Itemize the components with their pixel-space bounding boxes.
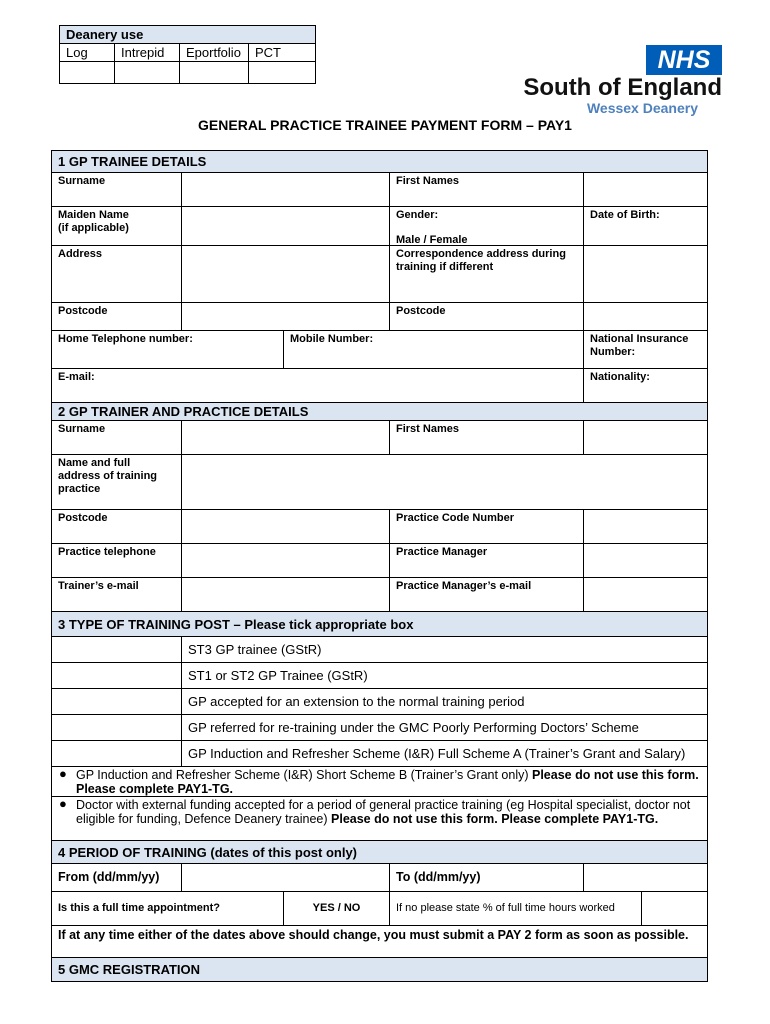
section-2-heading: 2 GP TRAINER AND PRACTICE DETAILS <box>52 402 707 420</box>
practice-telephone-field[interactable] <box>181 544 389 577</box>
correspondence-field[interactable] <box>583 246 707 302</box>
percent-hours-field[interactable] <box>641 892 707 925</box>
bullet-icon: ● <box>59 796 67 811</box>
trainer-first-names-label: First Names <box>389 421 583 454</box>
maiden-name-text: Maiden Name <box>58 209 129 221</box>
mobile-number-field[interactable]: Mobile Number: <box>283 331 583 368</box>
external-funding-note <box>52 797 707 840</box>
from-date-label: From (dd/mm/yy) <box>58 870 160 884</box>
tick-box[interactable] <box>52 663 181 688</box>
training-post-option: GP referred for re-training under the GMC Poorly Performing Doctors’ Scheme <box>181 715 707 740</box>
deanery-col-intrepid: Intrepid <box>115 44 180 62</box>
email-field[interactable]: E-mail: <box>58 371 95 383</box>
section-3-heading: 3 TYPE OF TRAINING POST – Please tick appropriate box <box>52 611 707 636</box>
maiden-name-field[interactable] <box>181 207 389 245</box>
gender-options[interactable]: Male / Female <box>396 234 468 246</box>
practice-code-field[interactable] <box>583 510 707 543</box>
form-title: GENERAL PRACTICE TRAINEE PAYMENT FORM – PAY1 <box>198 117 572 133</box>
nhs-logo: NHS <box>646 45 722 75</box>
training-post-option: ST3 GP trainee (GStR) <box>181 637 707 662</box>
correspondence-postcode-label: Postcode <box>389 303 583 330</box>
section-1-heading: 1 GP TRAINEE DETAILS <box>52 151 707 172</box>
deanery-col-log: Log <box>60 44 115 62</box>
practice-address-field[interactable] <box>181 455 707 509</box>
deanery-use-table <box>59 25 316 84</box>
nationality-field[interactable]: Nationality: <box>583 369 707 402</box>
deanery-use-heading: Deanery use <box>60 26 316 44</box>
address-field[interactable] <box>181 246 389 302</box>
scheme-b-note <box>52 767 707 796</box>
external-funding-text: Doctor with external funding accepted for a period of general practice training (eg Hospital specialist, doctor not eligible for funding, Defence Deanery trainee) <box>76 798 691 826</box>
training-post-option: GP accepted for an extension to the normal training period <box>181 689 707 714</box>
training-post-option: ST1 or ST2 GP Trainee (GStR) <box>181 663 707 688</box>
deanery-field-pct[interactable] <box>249 62 316 84</box>
practice-code-label: Practice Code Number <box>389 510 583 543</box>
practice-postcode-label: Postcode <box>58 512 108 524</box>
tick-box[interactable] <box>52 637 181 662</box>
trainer-email-label: Trainer’s e-mail <box>58 580 139 592</box>
trainee-surname-label: Surname <box>58 175 106 187</box>
trainer-surname-label: Surname <box>58 423 106 435</box>
deanery-field-eportfolio[interactable] <box>180 62 249 84</box>
correspondence-label: Correspondence address during training if different <box>389 246 583 302</box>
yes-no-field[interactable]: YES / NO <box>283 892 389 925</box>
from-date-field[interactable] <box>181 864 389 891</box>
date-change-notice: If at any time either of the dates above should change, you must submit a PAY 2 form as soon as possible. <box>58 928 689 942</box>
scheme-b-instruction: Please do not use this form. Please complete PAY1-TG. <box>76 768 699 796</box>
scheme-b-text: GP Induction and Refresher Scheme (I&R) Short Scheme B (Trainer’s Grant only) <box>76 768 532 782</box>
trainee-surname-field[interactable] <box>181 173 389 206</box>
manager-email-label: Practice Manager’s e-mail <box>389 578 583 611</box>
region-name: South of England <box>523 74 722 101</box>
section-5-heading: 5 GMC REGISTRATION <box>52 957 707 981</box>
correspondence-postcode-field[interactable] <box>583 303 707 330</box>
tick-box[interactable] <box>52 741 181 766</box>
address-label: Address <box>58 248 103 260</box>
deanery-col-eportfolio: Eportfolio <box>180 44 249 62</box>
training-post-option: GP Induction and Refresher Scheme (I&R) Full Scheme A (Trainer’s Grant and Salary) <box>181 741 707 766</box>
tick-box[interactable] <box>52 689 181 714</box>
postcode-field[interactable] <box>181 303 389 330</box>
practice-address-label: Name and full address of training practice <box>58 457 158 495</box>
deanery-field-intrepid[interactable] <box>115 62 180 84</box>
to-date-label: To (dd/mm/yy) <box>389 864 583 891</box>
gender-text: Gender: <box>396 209 439 221</box>
gender-label <box>389 207 583 245</box>
external-funding-instruction: Please do not use this form. Please complete PAY1-TG. <box>331 812 659 826</box>
practice-telephone-label: Practice telephone <box>58 546 156 558</box>
percent-hours-label: If no please state % of full time hours worked <box>389 892 641 925</box>
trainee-first-names-field[interactable] <box>583 173 707 206</box>
dob-label[interactable]: Date of Birth: <box>583 207 707 245</box>
maiden-name-label <box>52 207 181 245</box>
payment-form <box>51 150 708 982</box>
postcode-label: Postcode <box>58 305 108 317</box>
home-telephone-field[interactable]: Home Telephone number: <box>58 333 193 345</box>
national-insurance-field[interactable]: National Insurance Number: <box>583 331 707 368</box>
bullet-icon: ● <box>59 766 67 781</box>
tick-box[interactable] <box>52 715 181 740</box>
practice-manager-field[interactable] <box>583 544 707 577</box>
full-time-question: Is this a full time appointment? <box>58 902 220 914</box>
trainer-first-names-field[interactable] <box>583 421 707 454</box>
trainer-surname-field[interactable] <box>181 421 389 454</box>
deanery-field-log[interactable] <box>60 62 115 84</box>
section-4-heading: 4 PERIOD OF TRAINING (dates of this post only) <box>52 840 707 863</box>
practice-postcode-field[interactable] <box>181 510 389 543</box>
trainer-email-field[interactable] <box>181 578 389 611</box>
maiden-name-note: (if applicable) <box>58 222 129 234</box>
manager-email-field[interactable] <box>583 578 707 611</box>
to-date-field[interactable] <box>583 864 707 891</box>
deanery-col-pct: PCT <box>249 44 316 62</box>
practice-manager-label: Practice Manager <box>389 544 583 577</box>
trainee-first-names-label: First Names <box>389 173 583 206</box>
deanery-name: Wessex Deanery <box>586 100 698 116</box>
